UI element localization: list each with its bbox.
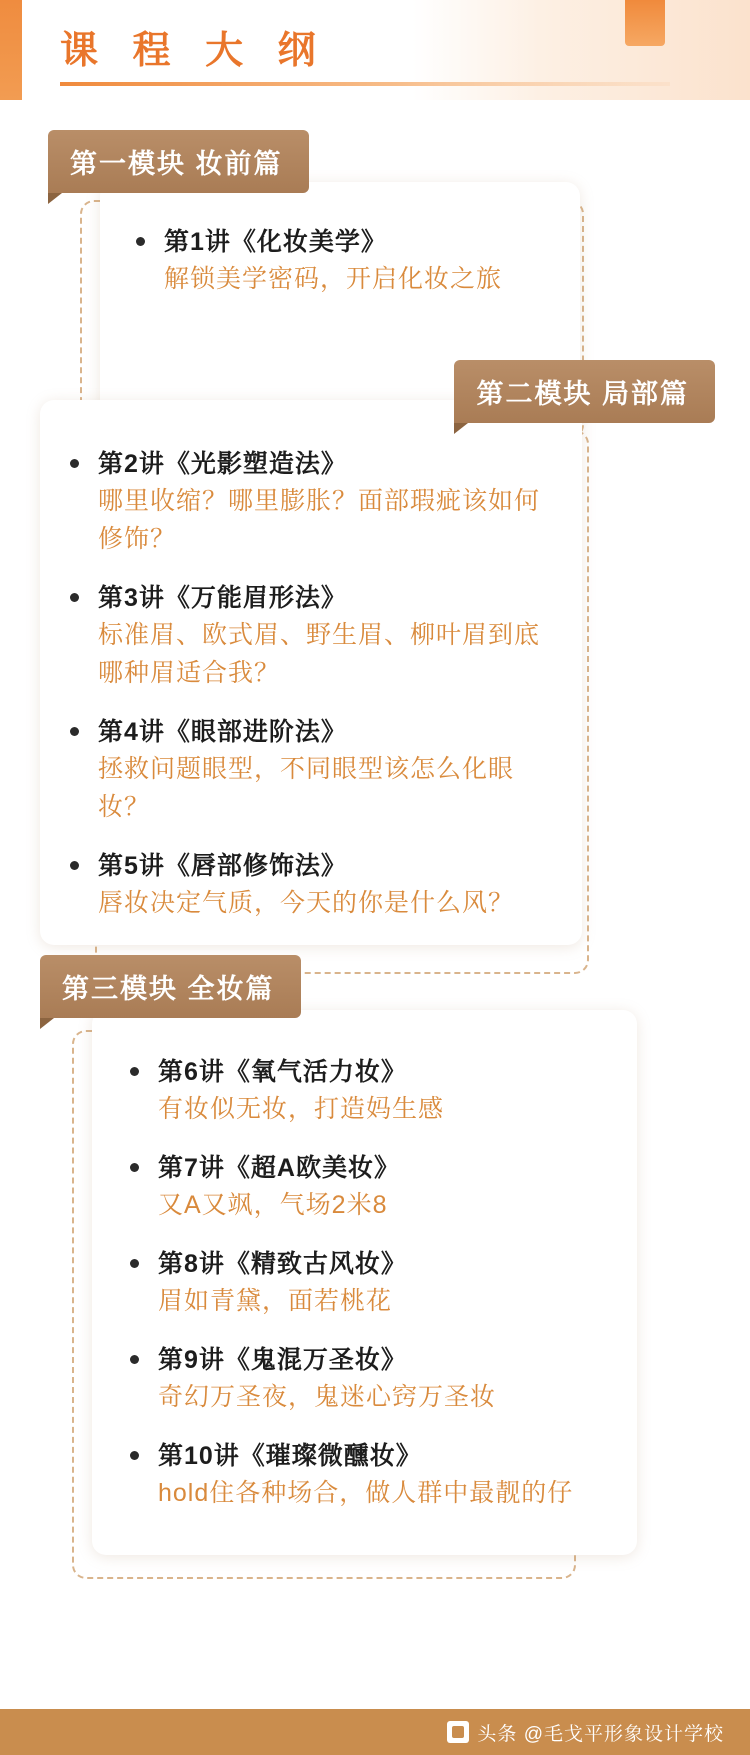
list-item <box>134 224 550 298</box>
lesson-title: 第1讲《化妆美学》 <box>164 228 387 256</box>
list-item <box>68 714 552 826</box>
lesson-subtitle: 拯救问题眼型，不同眼型该怎么化眼妆？ <box>98 755 515 821</box>
header-left-accent-bar <box>0 0 22 100</box>
lesson-title: 第7讲《超A欧美妆》 <box>158 1154 400 1182</box>
module-3-tag: 第三模块 全妆篇 <box>40 955 301 1018</box>
lesson-subtitle: 有妆似无妆，打造妈生感 <box>158 1095 445 1123</box>
header-underline <box>60 82 670 86</box>
page-title: 课 程 大 纲 <box>60 30 328 72</box>
lesson-title: 第10讲《璀璨微醺妆》 <box>158 1442 422 1470</box>
list-item <box>128 1438 611 1512</box>
lesson-subtitle: 眉如青黛，面若桃花 <box>158 1287 393 1315</box>
lesson-title: 第9讲《鬼混万圣妆》 <box>158 1346 407 1374</box>
module-3-lesson-list <box>128 1054 611 1512</box>
lesson-title: 第2讲《光影塑造法》 <box>98 450 347 478</box>
module-2-card <box>40 400 582 945</box>
lesson-title: 第4讲《眼部进阶法》 <box>98 718 347 746</box>
list-item <box>68 848 552 922</box>
page-header <box>0 0 750 100</box>
module-1-tag: 第一模块 妆前篇 <box>48 130 309 193</box>
footer-watermark: 头条 @毛戈平形象设计学校 <box>477 1723 724 1745</box>
module-3-card <box>92 1010 637 1555</box>
module-1-lesson-list <box>134 224 550 298</box>
lesson-subtitle: 哪里收缩？哪里膨胀？面部瑕疵该如何修饰？ <box>98 487 541 553</box>
lesson-subtitle: 又A又飒，气场2米8 <box>158 1191 388 1219</box>
list-item <box>128 1342 611 1416</box>
page-title-wrap <box>60 20 660 82</box>
lesson-title: 第8讲《精致古风妆》 <box>158 1250 407 1278</box>
lesson-subtitle: 奇幻万圣夜，鬼迷心窍万圣妆 <box>158 1383 497 1411</box>
list-item <box>68 580 552 692</box>
module-2-tag: 第二模块 局部篇 <box>454 360 715 423</box>
list-item <box>128 1054 611 1128</box>
list-item <box>128 1246 611 1320</box>
lesson-title: 第6讲《氧气活力妆》 <box>158 1058 407 1086</box>
list-item <box>128 1150 611 1224</box>
lesson-subtitle: 标准眉、欧式眉、野生眉、柳叶眉到底哪种眉适合我？ <box>98 621 541 687</box>
page-footer <box>0 1709 750 1755</box>
list-item <box>68 446 552 558</box>
lesson-subtitle: hold住各种场合，做人群中最靓的仔 <box>158 1479 574 1507</box>
lesson-subtitle: 解锁美学密码，开启化妆之旅 <box>164 265 503 293</box>
toutiao-logo-icon <box>447 1721 469 1743</box>
module-2-lesson-list <box>68 446 552 922</box>
lesson-title: 第5讲《唇部修饰法》 <box>98 852 347 880</box>
lesson-subtitle: 唇妆决定气质，今天的你是什么风？ <box>98 889 515 917</box>
lesson-title: 第3讲《万能眉形法》 <box>98 584 347 612</box>
